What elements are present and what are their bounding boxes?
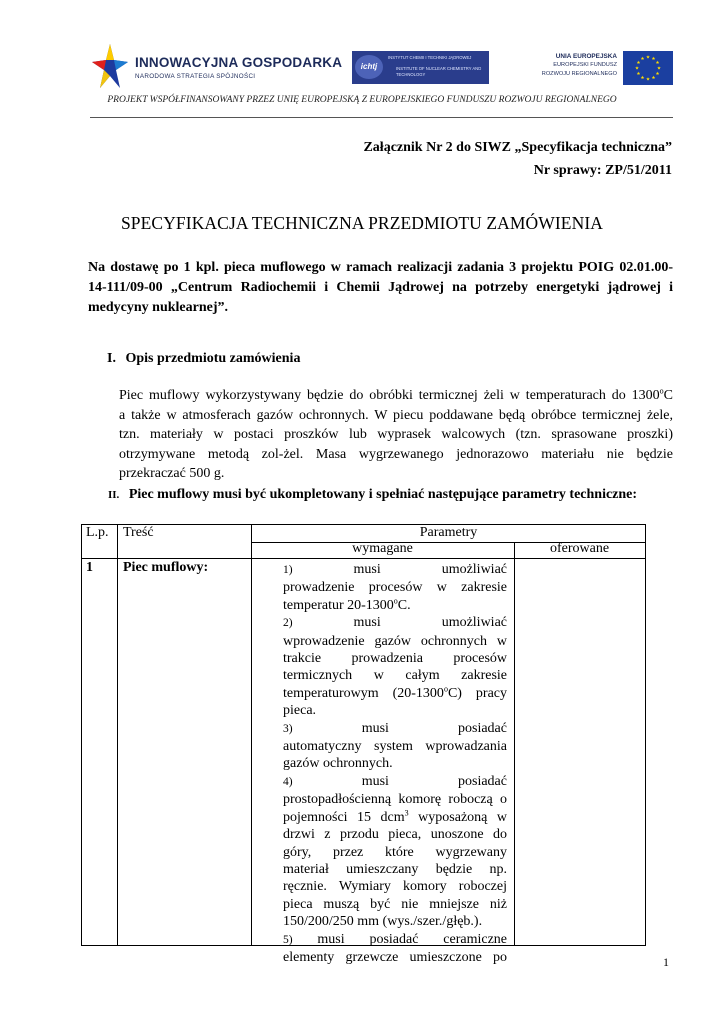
eu-star-icon — [652, 76, 656, 79]
requirement-text: musi umożliwiać — [353, 615, 507, 631]
requirement-number: 1) — [283, 564, 293, 576]
requirement-text-tail: wyposażoną w — [408, 809, 507, 825]
case-number: Nr sprawy: ZP/51/2011 — [533, 163, 672, 178]
superscript: o — [393, 596, 398, 606]
header-content: Treść — [123, 525, 154, 540]
requirement-line — [283, 826, 507, 843]
ichtj-emblem: ichtj — [355, 55, 383, 79]
requirement-text: musi umożliwiać — [353, 562, 507, 577]
ichtj-name-en: INSTITUTE OF NUCLEAR CHEMISTRY AND TECHNOLOGY — [396, 66, 482, 77]
eu-star-icon — [656, 72, 660, 75]
degree-unit: C — [663, 388, 673, 403]
eu-fund-logo — [527, 46, 673, 90]
paragraph-line: przekraczać 500 g. — [119, 466, 225, 481]
header-lp: L.p. — [86, 525, 109, 540]
requirement-number: 5) — [283, 933, 293, 946]
intro-paragraph — [88, 258, 673, 318]
requirement-line — [283, 720, 507, 738]
table-border — [117, 524, 118, 945]
requirement-text: pieca muszą być nie mniejsze niż — [283, 896, 507, 912]
star-logo-icon — [92, 42, 130, 90]
requirement-text: 150/200/250 mm (wys./szer./głęb.). — [283, 914, 483, 930]
eu-line-1: UNIA EUROPEJSKA — [555, 53, 617, 60]
eu-flag-icon — [623, 51, 673, 85]
attachment-line: Załącznik Nr 2 do SIWZ „Specyfikacja techniczna” — [363, 140, 672, 155]
requirements-list — [283, 561, 507, 966]
table-border — [514, 542, 515, 945]
eu-star-icon — [637, 72, 641, 75]
requirement-line — [283, 561, 507, 579]
ichtj-logo — [352, 51, 489, 84]
requirement-line — [283, 667, 507, 684]
eu-star-icon — [656, 61, 660, 64]
eu-star-icon — [657, 66, 661, 69]
logo-title: INNOWACYJNA GOSPODARKA — [135, 55, 343, 70]
requirement-line — [283, 738, 507, 755]
requirement-line — [283, 685, 507, 702]
requirement-line — [283, 702, 507, 719]
document-title: SPECYFIKACJA TECHNICZNA PRZEDMIOTU ZAMÓWIENIA — [120, 213, 604, 233]
cofunding-note: PROJEKT WSPÓŁFINANSOWANY PRZEZ UNIĘ EUROPEJSKĄ Z EUROPEJSKIEGO FUNDUSZU ROZWOJU REGIONALNEGO — [107, 95, 617, 105]
eu-line-2: EUROPEJSKI FUNDUSZ — [553, 62, 617, 69]
requirement-line — [283, 949, 507, 966]
section-2-heading — [108, 487, 637, 503]
requirement-text: prostopadłościenną komorę roboczą o — [283, 792, 507, 808]
section-1-title: Opis przedmiotu zamówienia — [125, 351, 301, 366]
paragraph-line — [119, 386, 673, 406]
table-border — [251, 524, 252, 945]
requirement-text: automatyczny system wprowadzania — [283, 739, 507, 755]
requirement-line — [283, 913, 507, 930]
requirement-text: temperatur 20-1300 — [283, 597, 394, 613]
requirement-line — [283, 844, 507, 861]
requirement-text: pieca. — [283, 703, 317, 719]
header-divider — [90, 117, 673, 118]
requirement-line — [283, 861, 507, 878]
logo-subtitle: NARODOWA STRATEGIA SPÓJNOŚCI — [135, 73, 256, 80]
requirement-number: 4) — [283, 775, 293, 788]
requirement-number: 2) — [283, 617, 293, 630]
requirement-text-tail: C) pracy — [447, 685, 507, 701]
intro-line: 14-111/09-00 „Centrum Radiochemii i Chemii Jądrowej na potrzeby energetyki jądrowej i — [88, 280, 673, 295]
requirement-line — [283, 878, 507, 895]
intro-line: medycyny nuklearnej”. — [88, 300, 228, 315]
requirement-text: góry, przez które wygrzewany — [283, 844, 507, 860]
requirement-line — [283, 896, 507, 913]
requirement-text: materiał umieszczany będzie np. — [283, 861, 507, 877]
page-number: 1 — [663, 955, 669, 969]
requirement-text: pojemności 15 dcm — [283, 809, 405, 825]
intro-line: Na dostawę po 1 kpl. pieca muflowego w ramach realizacji zadania 3 projektu POIG 02.01.00- — [88, 260, 673, 275]
paragraph-line: a także w atmosferach gazów ochronnych. W piecu poddawane będą obróbce termicznej żele, — [119, 407, 673, 423]
requirement-text: termicznych w całym zakresie — [283, 668, 507, 684]
requirement-text: ręcznie. Wymiary komory roboczej — [283, 879, 507, 895]
section-2-title: Piec muflowy musi być ukompletowany i spełniać następujące parametry techniczne: — [128, 487, 638, 502]
requirement-text: elementy grzewcze umieszczone po — [283, 949, 507, 965]
paragraph-line: otrzymywane metodą zol-żel. Masa wygrzewanego jednorazowo materiału nie będzie — [119, 446, 673, 462]
requirement-line — [283, 614, 507, 632]
degree-sup: o — [659, 386, 664, 396]
paragraph-line-text: Piec muflowy wykorzystywany będzie do obróbki termicznej żeli w temperaturach do 1300 — [119, 388, 660, 403]
eu-star-icon — [635, 66, 639, 69]
superscript: 3 — [404, 808, 409, 818]
requirement-line — [283, 773, 507, 791]
requirement-text: wprowadzenie gazów ochronnych w — [283, 633, 507, 649]
requirement-line — [283, 809, 507, 826]
requirement-text: temperaturowym (20-1300 — [283, 685, 444, 701]
section-1-paragraph — [119, 386, 673, 484]
eu-line-3: ROZWOJU REGIONALNEGO — [541, 70, 617, 77]
header-required: wymagane — [352, 541, 413, 556]
eu-star-icon — [646, 77, 650, 80]
ichtj-name-pl: INSTYTUT CHEMII I TECHNIKI JĄDROWEJ — [388, 55, 472, 60]
eu-star-icon — [652, 57, 656, 60]
section-1-heading — [107, 351, 300, 367]
requirement-text: musi posiadać — [361, 720, 507, 736]
row-lp: 1 — [86, 560, 93, 575]
requirement-line — [283, 931, 507, 949]
header-parameters: Parametry — [419, 525, 478, 540]
requirement-number: 3) — [283, 722, 293, 735]
eu-star-icon — [646, 55, 650, 58]
table-border — [645, 524, 646, 945]
requirement-text: musi posiadać ceramiczne — [317, 931, 507, 947]
requirement-line — [283, 755, 507, 772]
requirement-text: prowadzenie procesów w zakresie — [283, 580, 507, 596]
table-border — [81, 558, 646, 559]
eu-star-icon — [637, 61, 641, 64]
eu-star-icon — [641, 76, 645, 79]
requirement-text: drzwi z przodu pieca, unoszone do — [283, 827, 507, 843]
section-2-number: II. — [108, 489, 120, 501]
row-name: Piec muflowy: — [123, 560, 209, 575]
superscript: o — [443, 684, 448, 694]
table-border — [81, 524, 82, 945]
requirement-text: trakcie prowadzenia procesów — [283, 651, 507, 667]
eu-star-icon — [641, 57, 645, 60]
eu-fund-text — [517, 53, 617, 78]
requirement-line — [283, 597, 507, 614]
requirement-text: musi posiadać — [361, 773, 507, 789]
requirement-text: gazów ochronnych. — [283, 756, 393, 772]
innowacyjna-gospodarka-logo — [92, 42, 343, 92]
section-1-number: I. — [107, 351, 116, 366]
header-offered: oferowane — [549, 541, 610, 556]
paragraph-line: tzn. materiały w postaci proszków lub wyprasek walcowych (tzn. sprasowane proszki) — [119, 427, 673, 442]
requirement-line — [283, 650, 507, 667]
requirement-text-tail: C. — [397, 597, 411, 613]
requirement-line — [283, 791, 507, 808]
requirement-line — [283, 579, 507, 596]
requirement-line — [283, 633, 507, 650]
